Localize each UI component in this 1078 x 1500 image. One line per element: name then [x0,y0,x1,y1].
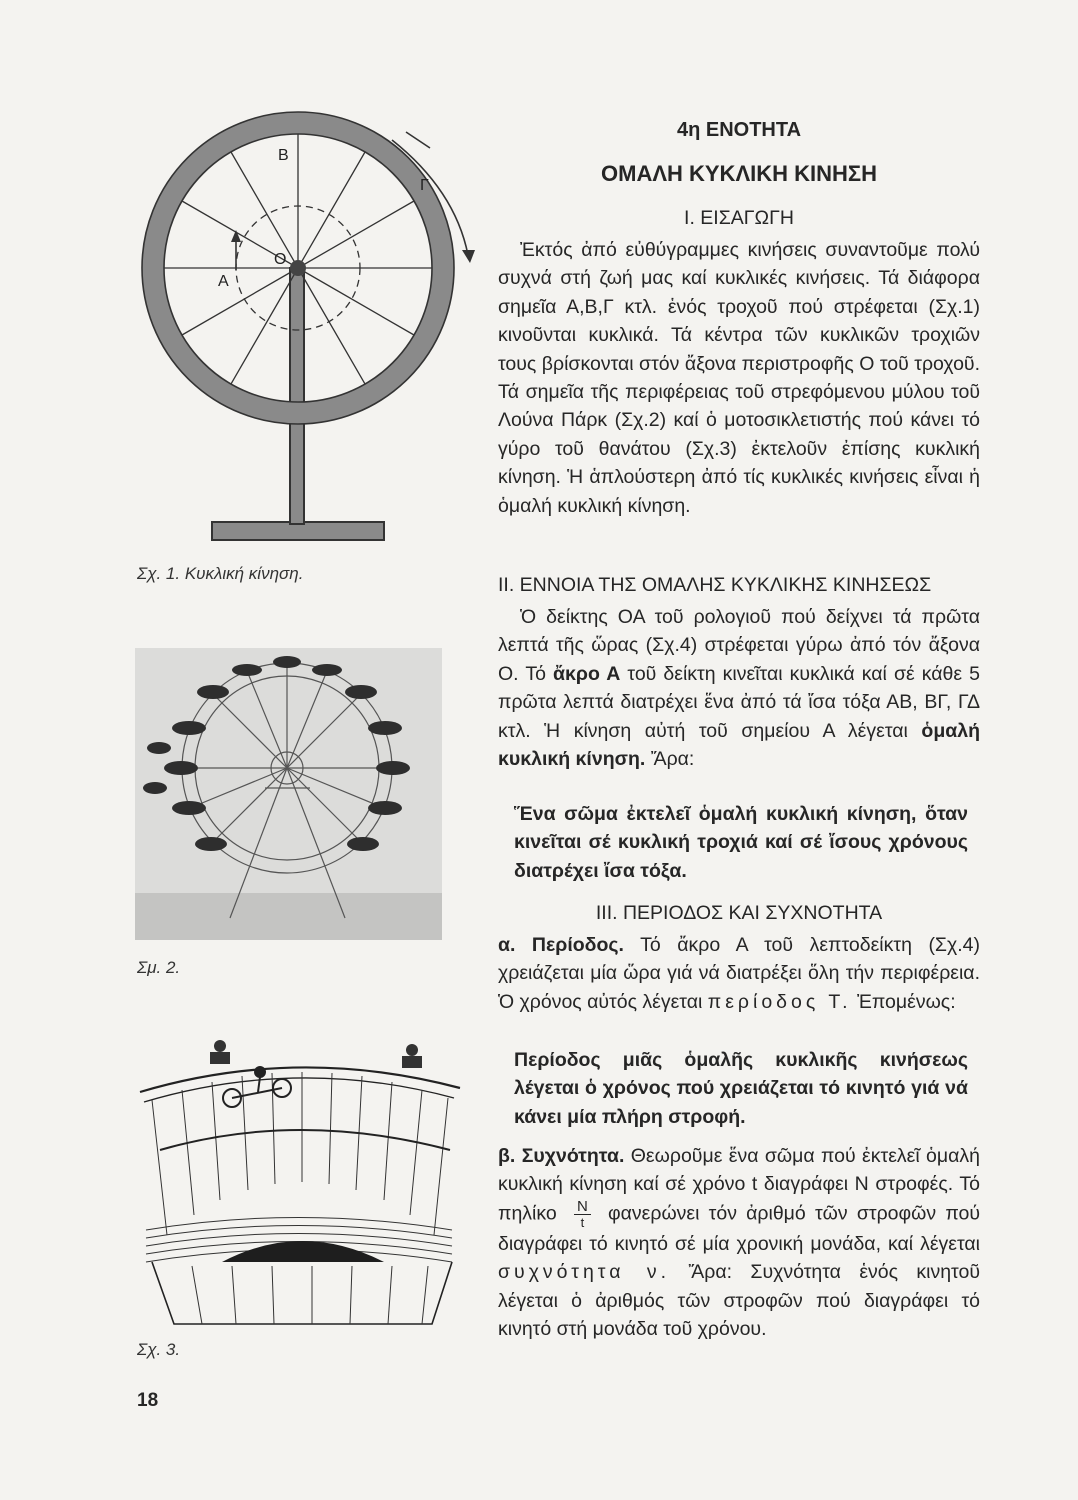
label-g: Γ [420,177,429,194]
section-3-heading: ΙΙΙ. ΠΕΡΙΟΔΟΣ ΚΑΙ ΣΥΧΝΟΤΗΤΑ [595,902,883,924]
frequency-label: β. Συχνότητα. [498,1145,625,1167]
wall-planks [152,1072,448,1235]
wheel-stand-post [290,268,304,524]
figure-1-caption: Σχ. 1. Κυκλική κίνηση. [137,564,304,583]
figure-2-caption: Σμ. 2. [137,958,181,977]
spectators [210,1040,422,1068]
arena-floor [222,1241,384,1262]
chapter-title: ΟΜΑΛΗ ΚΥΚΛΙΚΗ ΚΙΝΗΣΗ [601,161,877,186]
section-2-text-b: τοῦ δείκτη κινεῖται κυκλικά καί σέ κάθε 5 πρῶτα λεπτά διατρέχει ἕνα ἀπό τά ἴσα τόξα ΑΒ, ΒΓ, ΓΔ κτλ. Ἡ κίνηση αὐτή τοῦ σημείου Α λέγεται [498,662,981,742]
label-a: A [218,273,229,290]
figure-1-wheel [130,90,490,560]
period-label: α. Περίοδος. [498,934,624,956]
section-2-bold-a: ἄκρο Α [553,662,621,685]
section-2-text-a: Ὁ δείκτης ΟΑ τοῦ ρολογιοῦ πού δείχνει τά πρῶτα λεπτά τῆς ὥρας (Σχ.4) στρέφεται γύρω ἀπό τόν ἄξονα Ο. Τό [498,606,980,685]
period-text-b: Ἐπομένως: [856,990,956,1013]
frequency-text-a: Θεωροῦμε ἕνα σῶμα πού ἐκτελεῖ ὁμαλή κυκλική κίνηση καί σέ χρόνο t διαγράφει Ν στροφές. Τό πηλίκο [498,1145,980,1225]
frequency-paragraph [498,1142,980,1343]
wheel-hub [290,260,306,276]
section-2-bold-b: ὁμαλή κυκλική κίνηση. [498,719,981,771]
figure-3-wall-of-death [132,1040,464,1338]
page-number: 18 [137,1390,159,1411]
section-2-heading: ΙΙ. ΕΝΝΟΙΑ ΤΗΣ ΟΜΑΛΗΣ ΚΥΚΛΙΚΗΣ ΚΙΝΗΣΕΩΣ [498,574,932,596]
figure-2-ferris-wheel-photo [135,648,442,940]
label-b: B [278,147,289,164]
period-word: περίοδος Τ. [707,990,852,1013]
frequency-text-b: φανερώνει τόν ἀριθμό τῶν στροφῶν πού διαγράφει τό κινητό σέ μία χρονική μονάδα, καί λέγεται [498,1202,981,1255]
figure-3-caption: Σχ. 3. [137,1340,181,1359]
section-2-definition: Ἕνα σῶμα ἐκτελεῖ ὁμαλή κυκλική κίνηση, ὅταν κινεῖται σέ κυκλική τροχιά καί σέ ἴσους χρόνους διατρέχει ἴσα τόξα. [514,803,968,882]
fraction-denominator: t [580,1214,585,1230]
unit-title: 4η ΕΝΟΤΗΤΑ [676,119,802,141]
fraction-numerator: N [574,1199,591,1215]
period-paragraph [498,931,980,1016]
section-1-text: Ἐκτός ἀπό εὐθύγραμμες κινήσεις συναντοῦμε πολύ συχνά στή ζωή μας καί κυκλικές κινήσεις. Τά διάφορα σημεῖα Α,Β,Γ κτλ. ἑνός τροχοῦ πού στρέφεται (Σχ.1) κινοῦνται κυκλικά. Τά κέντρα τῶν κυκλικῶν τροχιῶν τους βρίσκονται στόν ἄξονα περιστροφῆς Ο τοῦ τροχοῦ. Τά σημεῖα τῆς περιφέρειας τοῦ στρεφόμενου μύλου τοῦ Λούνα Πάρκ (Σχ.2) καί ὁ μοτοσικλετιστής πού κάνει τό γύρο τοῦ θανάτου (Σχ.3) ἐκτελοῦν ἐπίσης κυκλική κίνηση. Ἡ ἁπλούστερη ἀπό τίς κυκλικές κινήσεις εἶναι ἡ ὁμαλή κυκλική κίνηση. [498,239,980,517]
section-1-heading: Ι. ΕΙΣΑΓΩΓΗ [684,207,794,229]
frequency-word: συχνότητα ν. [498,1261,671,1284]
period-text-a: Τό ἄκρο Α τοῦ λεπτοδείκτη (Σχ.4) χρειάζεται μία ὥρα γιά νά διατρέξει ὅλη τήν περιφέρεια. Ὁ χρόνος αὐτός λέγεται [498,934,980,1013]
period-definition: Περίοδος μιᾶς ὁμαλῆς κυκλικῆς κινήσεως λέγεται ὁ χρόνος πού χρειάζεται τό κινητό γιά νά κάνει μία πλήρη στροφή. [514,1049,968,1128]
section-2-text [498,603,980,773]
n-over-t-fraction [574,1199,591,1230]
frequency-text-c: Ἄρα: Συχνότητα ἑνός κινητοῦ λέγεται ὁ ἀριθμός τῶν στροφῶν πού διαγράφει τό κινητό στή μονάδα τοῦ χρόνου. [498,1261,980,1341]
section-2-text-c: Ἄρα: [650,748,695,771]
label-o: O [274,251,287,268]
